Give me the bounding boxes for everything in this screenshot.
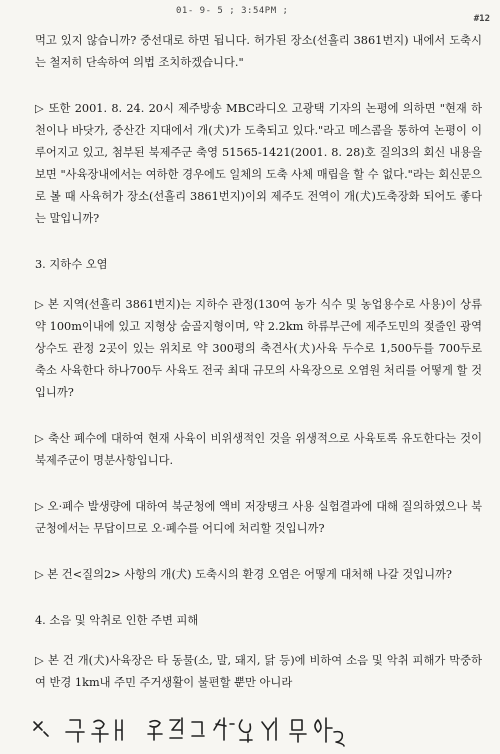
paragraph-5: ▷ 오·폐수 발생량에 대하여 북군청에 액비 저장탱크 사용 실험결과에 대해 질의하였으나 북군청에서는 무답이므로 오·폐수를 어디에 처리할 것입니까? [35, 500, 482, 535]
section-heading-4: 4. 소음 및 악취로 인한 주변 피해 [35, 614, 199, 627]
paragraph-3: ▷ 본 지역(선흘리 3861번지)는 지하수 관정(130여 농가 식수 및 농업용수로 사용)이 상류 약 100m이내에 있고 지형상 숨골지형이며, 약 2.2km 하류부근에 제주도민의 젖줄인 광역상수도 관정 2곳이 있는 위치로 약 300평의 축견사(犬)사육 두수로 1,500두를 700두로 축소 사육한다 하나700두 사육도 전국 최대 규모의 사육장으로 오염원 처리를 어떻게 할 것입니까? [35, 298, 482, 399]
fax-header [0, 4, 500, 24]
paragraph-6: ▷ 본 건<질의2> 사항의 개(犬) 도축시의 환경 오염은 어떻게 대처해 나갈 것입니까? [35, 568, 452, 581]
fax-page-number: #12 [473, 14, 490, 24]
section-heading-3: 3. 지하수 오염 [35, 258, 108, 271]
paragraph-7: ▷ 본 건 개(犬)사육장은 타 동물(소, 말, 돼지, 닭 등)에 비하여 소음 및 악취 피해가 막중하여 반경 1km내 주민 주거생활이 불편할 뿐만 아니라 [35, 654, 482, 689]
paragraph-2: ▷ 또한 2001. 8. 24. 20시 제주방송 MBC라디오 고광택 기자의 논평에 의하면 "현재 하천이나 바닷가, 중산간 지대에서 개(犬)가 도축되고 있다."라고 메스콤을 통하여 논평이 이루어지고 있고, 첨부된 북제주군 축영 51565-1421(2001. 8. 28)호 질의3의 회신 내용을 보면 "사육장내에서는 여하한 경우에도 일체의 도축 사체 매립을 할 수 없다."라는 회신문으로 볼 때 사육허가 장소(선흘리 3861번지)이외 제주도 전역이 개(犬)도축장화 되어도 좋다는 말입니까? [35, 102, 482, 225]
paragraph-4: ▷ 축산 폐수에 대하여 현재 사육이 비위생적인 것을 위생적으로 사육토록 유도한다는 것이 북제주군이 명분사항입니다. [35, 432, 482, 467]
fax-timestamp: 01- 9- 5 ; 3:54PM ; [176, 6, 289, 16]
handwritten-mark [330, 728, 350, 748]
paragraph-1: 먹고 있지 않습니까? 중선대로 하면 됩니다. 허가된 장소(선흘리 3861번지) 내에서 도축시는 철저히 단속하여 의법 조치하겠습니다." [35, 34, 482, 69]
document-body [35, 30, 482, 694]
